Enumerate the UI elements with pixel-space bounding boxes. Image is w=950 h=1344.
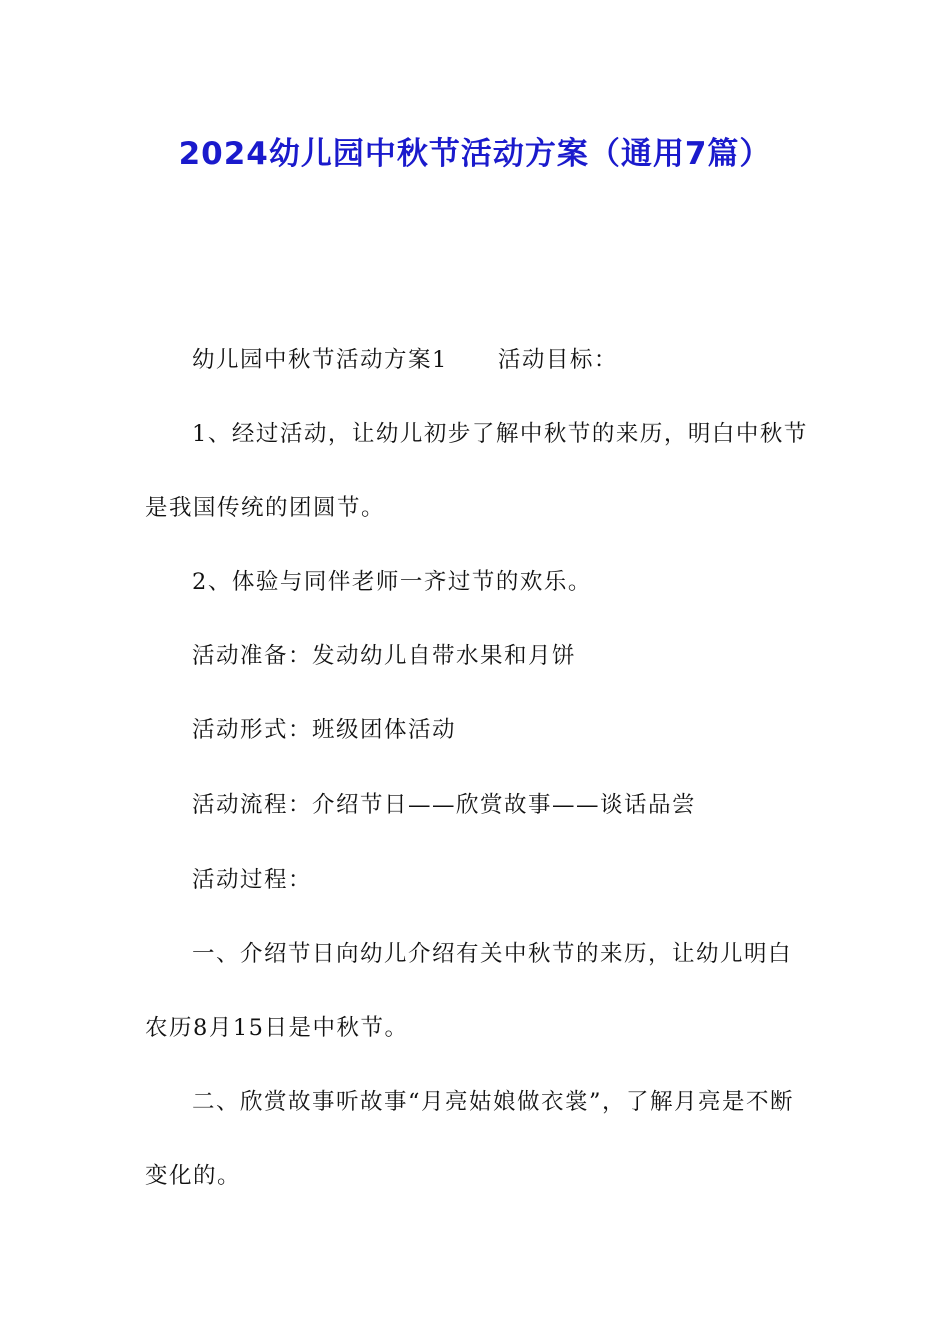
document-title: 2024幼儿园中秋节活动方案（通用7篇） [178,136,772,172]
paragraph-preparation: 活动准备：发动幼儿自带水果和月饼 [192,643,577,669]
paragraph-process-label: 活动过程： [192,867,313,893]
paragraph-format: 活动形式：班级团体活动 [192,717,457,743]
paragraph-step-1: 一、介绍节日向幼儿介绍有关中秋节的来历，让幼儿明白农历8月15日是中秋节。 [145,941,793,1041]
objectives-label: 活动目标： [497,347,618,373]
section-heading: 幼儿园中秋节活动方案1 [192,347,448,373]
paragraph-flow: 活动流程：介绍节日——欣赏故事——谈话品尝 [192,792,697,818]
paragraph-objective-1: 1、经过活动，让幼儿初步了解中秋节的来历，明白中秋节是我国传统的团圆节。 [145,421,808,521]
paragraph-objective-2: 2、体验与同伴老师一齐过节的欢乐。 [192,569,592,595]
paragraph-step-2: 二、欣赏故事听故事“月亮姑娘做衣裳”，了解月亮是不断变化的。 [145,1089,795,1189]
section-heading-line [145,323,813,397]
